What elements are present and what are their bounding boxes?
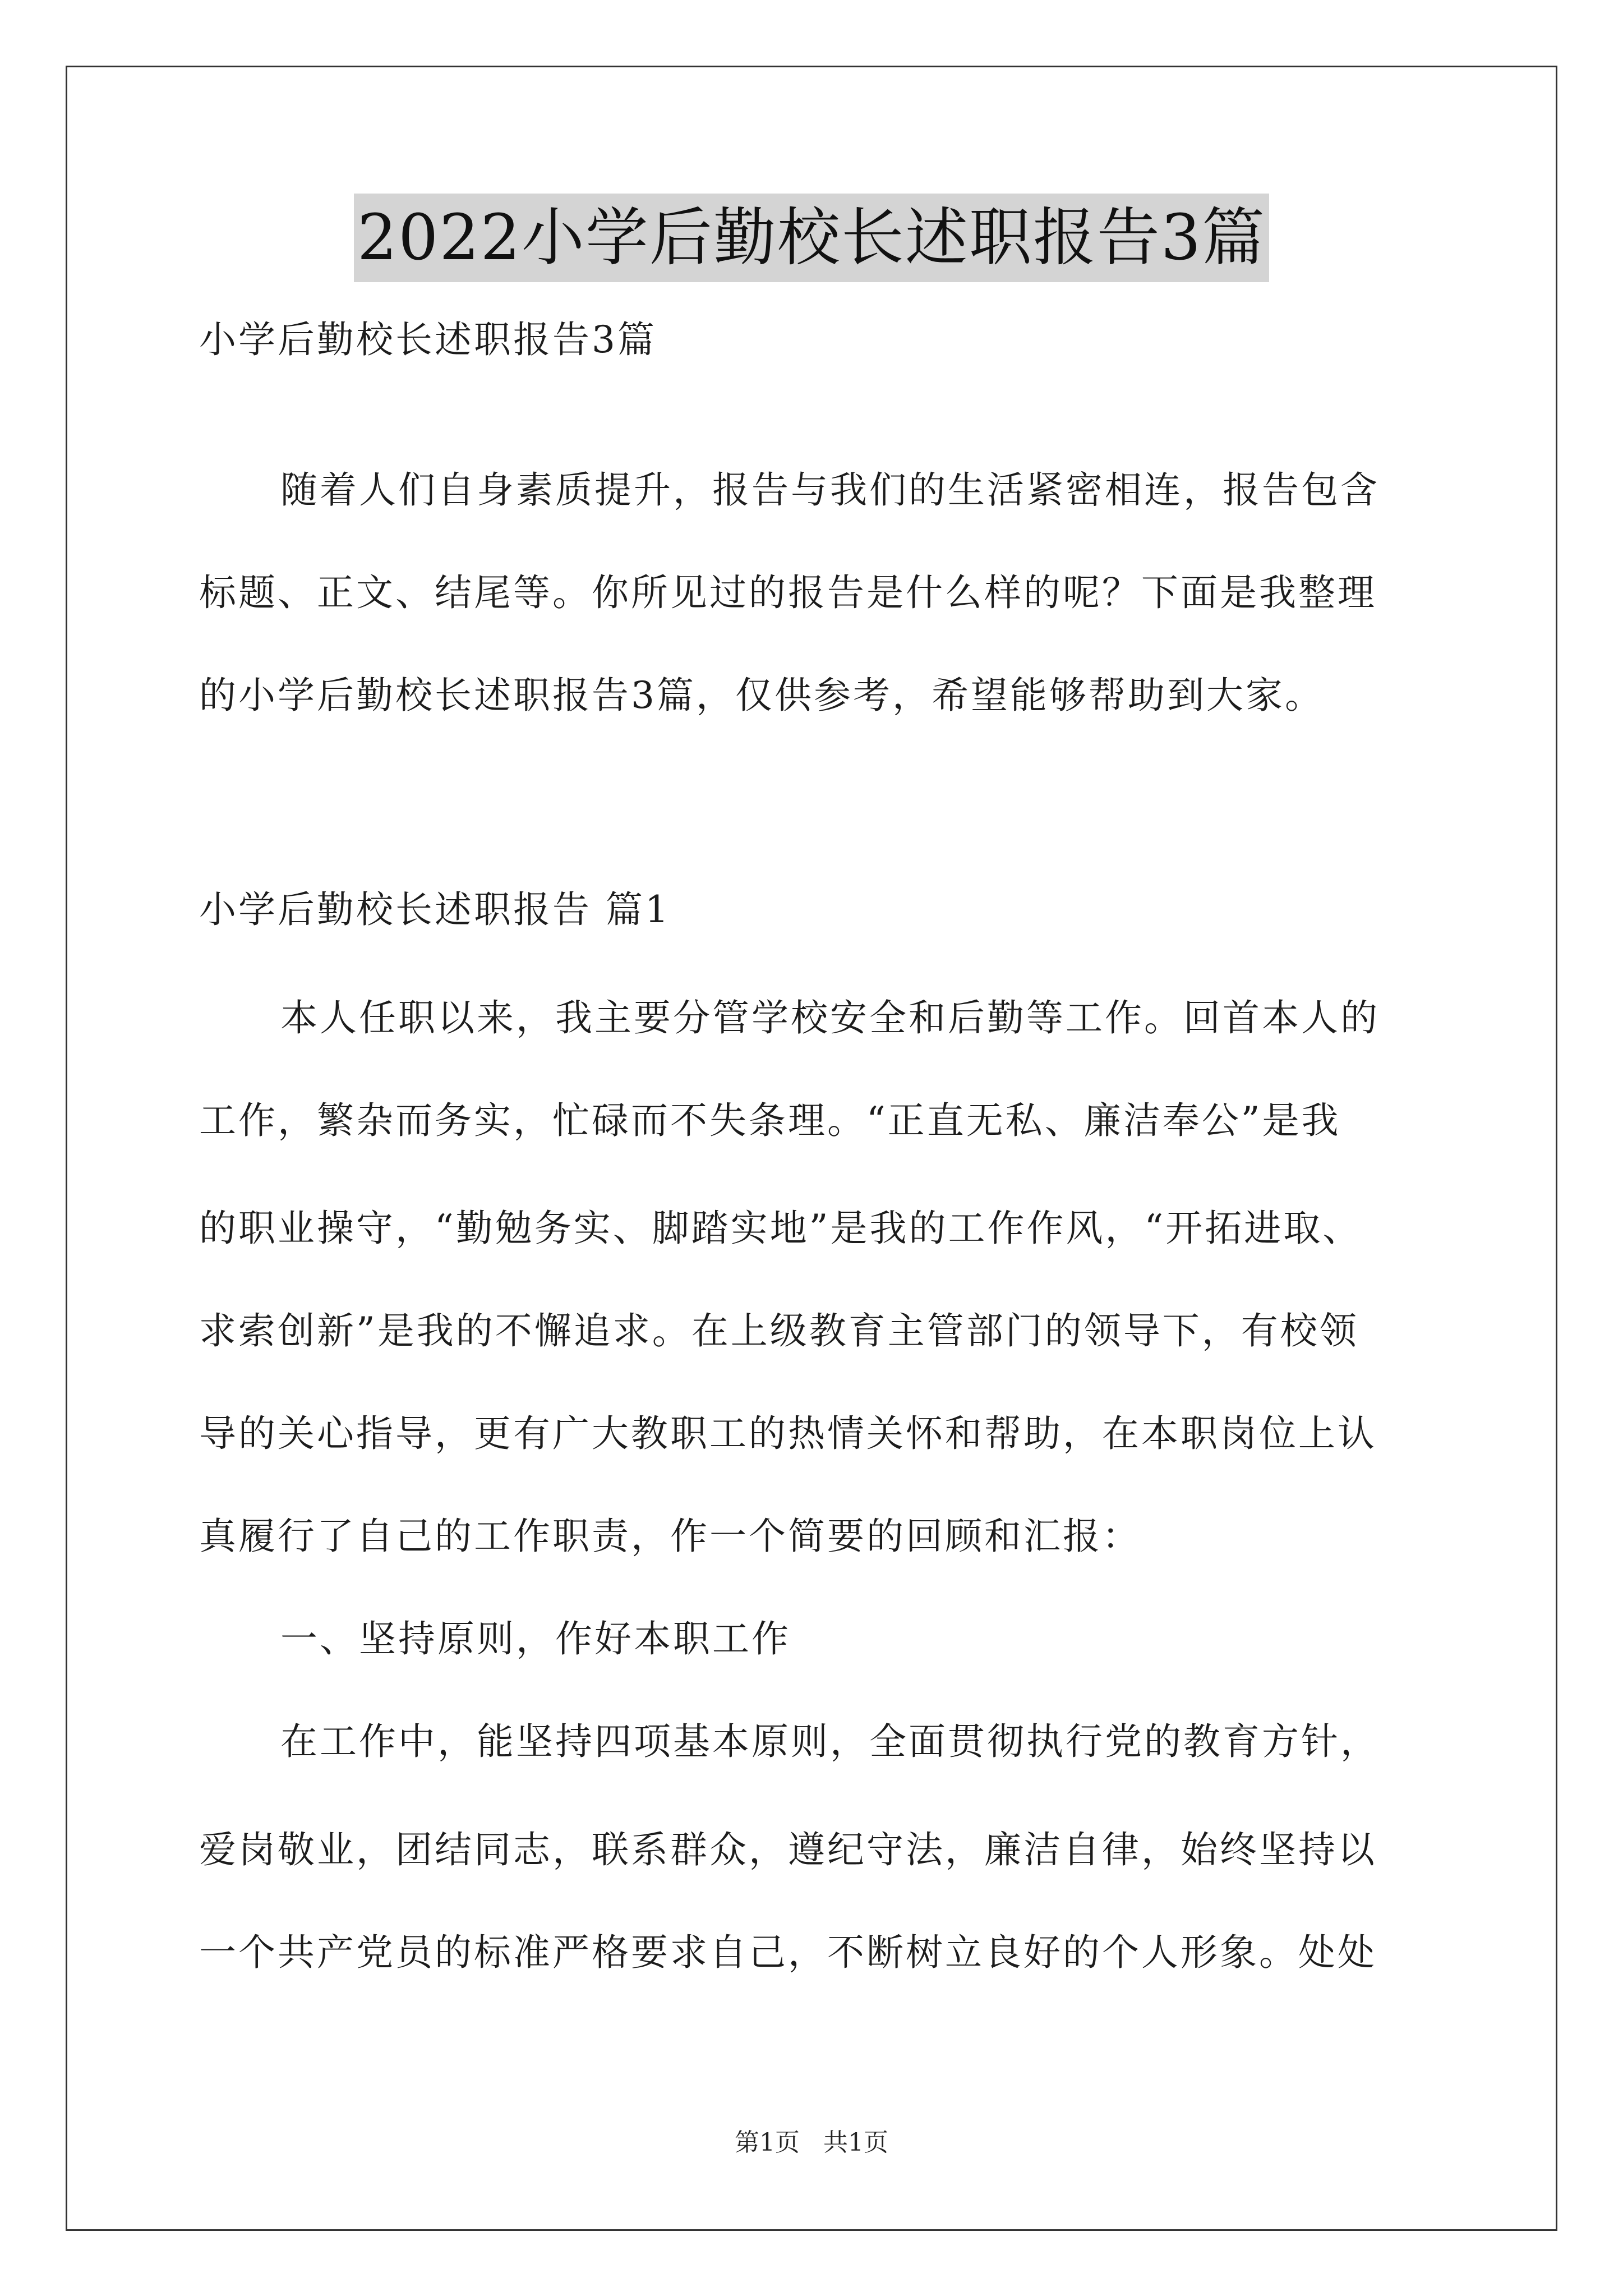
title-container — [0, 194, 1623, 282]
section-heading: 小学后勤校长述职报告 篇1 — [199, 888, 671, 931]
body-line: 工作，繁杂而务实，忙碌而不失条理。“正直无私、廉洁奉公”是我 — [199, 1099, 1341, 1142]
subsection-heading: 一、坚持原则，作好本职工作 — [280, 1617, 791, 1660]
page-border — [66, 66, 1557, 2231]
intro-line: 随着人们自身素质提升，报告与我们的生活紧密相连，报告包含 — [280, 468, 1380, 512]
page-number-current: 第1页 — [735, 2128, 800, 2157]
body-line: 真履行了自己的工作职责，作一个简要的回顾和汇报： — [199, 1515, 1141, 1558]
body-line: 的职业操守，“勤勉务实、脚踏实地”是我的工作作风，“开拓进取、 — [199, 1207, 1362, 1250]
document-subtitle: 小学后勤校长述职报告3篇 — [199, 318, 657, 361]
body-line: 一个共产党员的标准严格要求自己，不断树立良好的个人形象。处处 — [199, 1931, 1377, 1974]
body-line: 在工作中，能坚持四项基本原则，全面贯彻执行党的教育方针， — [280, 1720, 1380, 1763]
page-number-total: 共1页 — [823, 2128, 888, 2157]
body-line: 求索创新”是我的不懈追求。在上级教育主管部门的领导下，有校领 — [199, 1309, 1359, 1352]
intro-line: 的小学后勤校长述职报告3篇，仅供参考，希望能够帮助到大家。 — [199, 674, 1324, 717]
body-line: 爱岗敬业，团结同志，联系群众，遵纪守法，廉洁自律，始终坚持以 — [199, 1828, 1377, 1871]
body-line: 本人任职以来，我主要分管学校安全和后勤等工作。回首本人的 — [280, 996, 1380, 1039]
intro-line: 标题、正文、结尾等。你所见过的报告是什么样的呢？下面是我整理 — [199, 571, 1377, 614]
page-footer — [0, 2126, 1623, 2160]
document-title: 2022小学后勤校长述职报告3篇 — [354, 194, 1269, 282]
body-line: 导的关心指导，更有广大教职工的热情关怀和帮助，在本职岗位上认 — [199, 1412, 1377, 1455]
